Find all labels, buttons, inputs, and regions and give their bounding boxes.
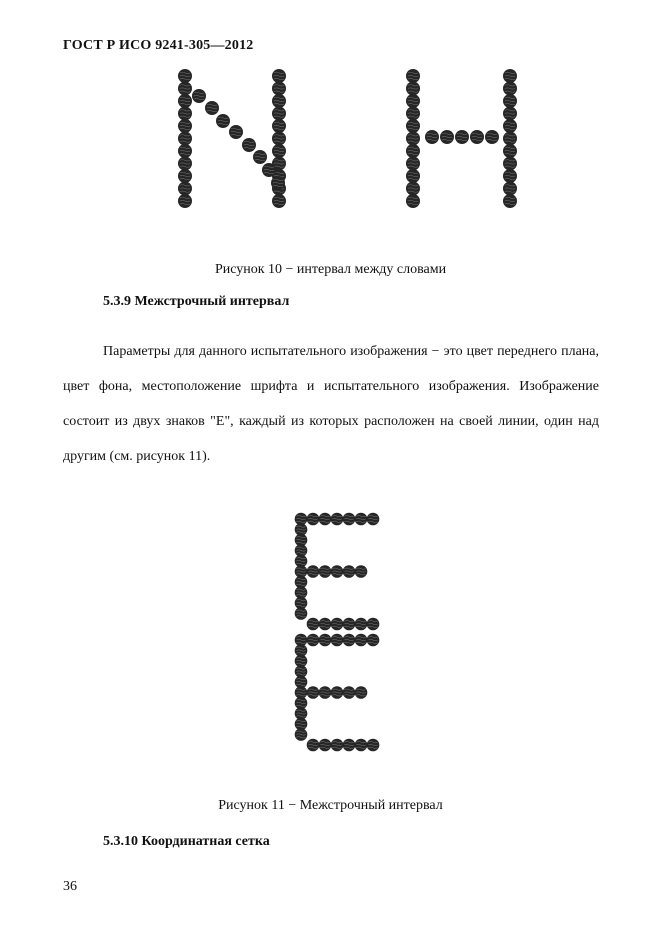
dot-letter-e-upper-bottom [343, 618, 356, 631]
page-number: 36 [63, 879, 77, 894]
dot-letter-e-upper-top [355, 513, 368, 526]
dot-letter-e-lower-top [343, 634, 356, 647]
dot-letter-e-lower-bottom [319, 739, 332, 752]
dot-letter-e-lower-stem [295, 728, 308, 741]
dot-letter-e-lower-middle [307, 686, 320, 699]
section-heading-5-3-10: 5.3.10 Координатная сетка [103, 834, 270, 849]
dot-letter-e-upper-top [319, 513, 332, 526]
dot-letter-e-lower-top [319, 634, 332, 647]
dot-letter-e-upper-top [367, 513, 380, 526]
dot-letter-e-lower-bottom [331, 739, 344, 752]
dot-letter-e-upper-top [307, 513, 320, 526]
dot-letter-e-lower-middle [355, 686, 368, 699]
dot-letter-e-upper-bottom [355, 618, 368, 631]
dot-letter-e-lower-top [307, 634, 320, 647]
dot-letter-e-lower-middle [343, 686, 356, 699]
section-heading-5-3-9: 5.3.9 Межстрочный интервал [103, 294, 290, 309]
dot-letter-e-upper-middle [343, 565, 356, 578]
dot-letter-e-lower-middle [331, 686, 344, 699]
dot-letter-e-upper-top [331, 513, 344, 526]
dot-letter-e-upper-bottom [307, 618, 320, 631]
dot-letter-e-lower-top [367, 634, 380, 647]
dot-letter-e-upper-middle [355, 565, 368, 578]
dot-letter-e-lower-bottom [343, 739, 356, 752]
dot-letter-e-upper-bottom [319, 618, 332, 631]
document-header: ГОСТ Р ИСО 9241-305—2012 [63, 38, 254, 53]
dot-letter-e-upper-stem [295, 607, 308, 620]
dot-letter-e-upper-top [343, 513, 356, 526]
dot-letter-e-lower-top [355, 634, 368, 647]
dot-letter-e-lower-middle [319, 686, 332, 699]
dot-letter-e-upper-middle [331, 565, 344, 578]
dot-letter-e-upper-bottom [331, 618, 344, 631]
figure-11-caption: Рисунок 11 − Межстрочный интервал [218, 798, 443, 813]
dot-letter-e-upper-middle [319, 565, 332, 578]
dot-letter-e-lower-bottom [355, 739, 368, 752]
figure-10-caption: Рисунок 10 − интервал между словами [214, 262, 447, 277]
dot-letter-e-lower-bottom [367, 739, 380, 752]
dot-letter-e-upper-middle [307, 565, 320, 578]
dot-letter-e-lower-bottom [307, 739, 320, 752]
dot-letter-e-lower-top [331, 634, 344, 647]
dot-letter-e-upper-bottom [367, 618, 380, 631]
body-paragraph: Параметры для данного испытательного изображения − это цвет переднего плана, цвет фона, местоположение шрифта и испытательного изображения. Изображение состоит из двух знаков "E", каждый из которых расположен на своей линии, один над другим (см. рисунок 11). [63, 344, 599, 464]
